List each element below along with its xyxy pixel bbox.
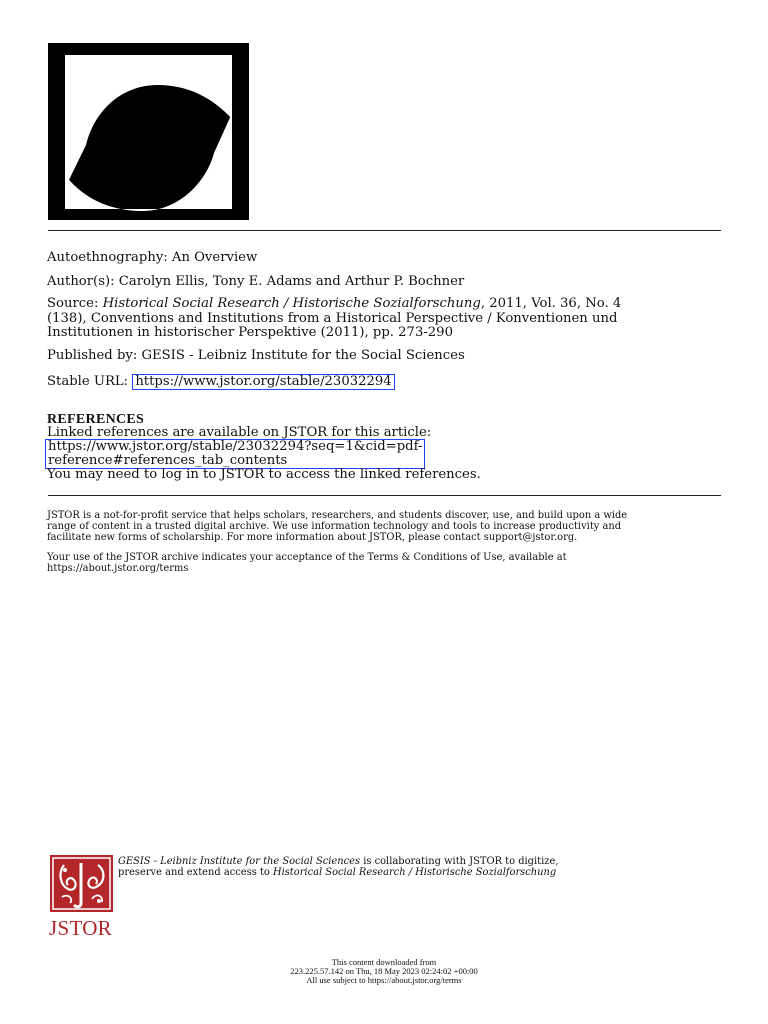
collaboration-text-1: is collaborating with JSTOR to digitize, [360,856,559,867]
publisher-label: Published by: [47,348,138,363]
notice-line-3: facilitate new forms of scholarship. For more information about JSTOR, please contact support@jstor.org. [47,532,578,543]
middle-divider [48,495,721,496]
notice-line-1: JSTOR is a not-for-profit service that helps scholars, researchers, and students discover, use, and build upon a wide [47,510,628,521]
notice-line-2: range of content in a trusted digital archive. We use information technology and tools to increase productivity and [47,521,622,532]
collaboration-text-2: preserve and extend access to [118,867,273,878]
jstor-seal [50,855,113,912]
hsr-logo-icon [48,43,249,220]
collaboration-line-2 [118,867,556,878]
footer-download-line: This content downloaded from [331,957,437,967]
references-intro: Linked references are available on JSTOR for this article: [47,425,432,440]
authors-value: Carolyn Ellis, Tony E. Adams and Arthur P. Bochner [118,274,465,289]
references-link-line-1: https://www.jstor.org/stable/23032294?seq=1&cid=pdf- [48,439,423,454]
source-line-2: (138), Conventions and Institutions from a Historical Perspective / Konventionen und [47,311,618,326]
publisher-value: GESIS - Leibniz Institute for the Social Sciences [141,348,465,363]
footer-terms-line: All use subject to https://about.jstor.org/terms [306,975,462,985]
references-login-note: You may need to log in to JSTOR to access the linked references. [47,467,481,482]
authors-label: Author(s): [47,274,115,289]
authors-line [47,274,464,289]
stable-url-link[interactable]: https://www.jstor.org/stable/23032294 [132,374,394,390]
stable-url-label: Stable URL: [47,374,129,389]
references-link-line-2: reference#references_tab_contents [48,453,288,468]
collaboration-journal: Historical Social Research / Historische Sozialforschung [272,867,557,878]
publisher-line [47,348,465,363]
jstor-seal-icon [50,855,113,912]
terms-line-2: https://about.jstor.org/terms [47,563,189,574]
footer-ip-line: 223.225.57.142 on Thu, 18 May 2023 02:24:02 +00:00 [290,966,478,976]
journal-logo [48,43,249,220]
references-link[interactable] [45,439,425,469]
source-journal: Historical Social Research / Historische Sozialforschung [102,296,481,311]
source-line-1 [47,296,621,311]
collaboration-line-1 [118,856,558,867]
jstor-wordmark: JSTOR [49,916,112,940]
top-divider [48,230,721,231]
references-heading: REFERENCES [47,412,145,427]
source-issue: , 2011, Vol. 36, No. 4 [480,296,622,311]
article-title: Autoethnography: An Overview [47,250,258,265]
collaboration-partner: GESIS - Leibniz Institute for the Social Sciences [118,856,361,867]
source-label: Source: [47,296,99,311]
source-line-3: Institutionen in historischer Perspektive (2011), pp. 273-290 [47,325,453,340]
stable-url-line [47,374,395,390]
terms-line-1: Your use of the JSTOR archive indicates your acceptance of the Terms & Conditions of Use, available at [47,552,567,563]
